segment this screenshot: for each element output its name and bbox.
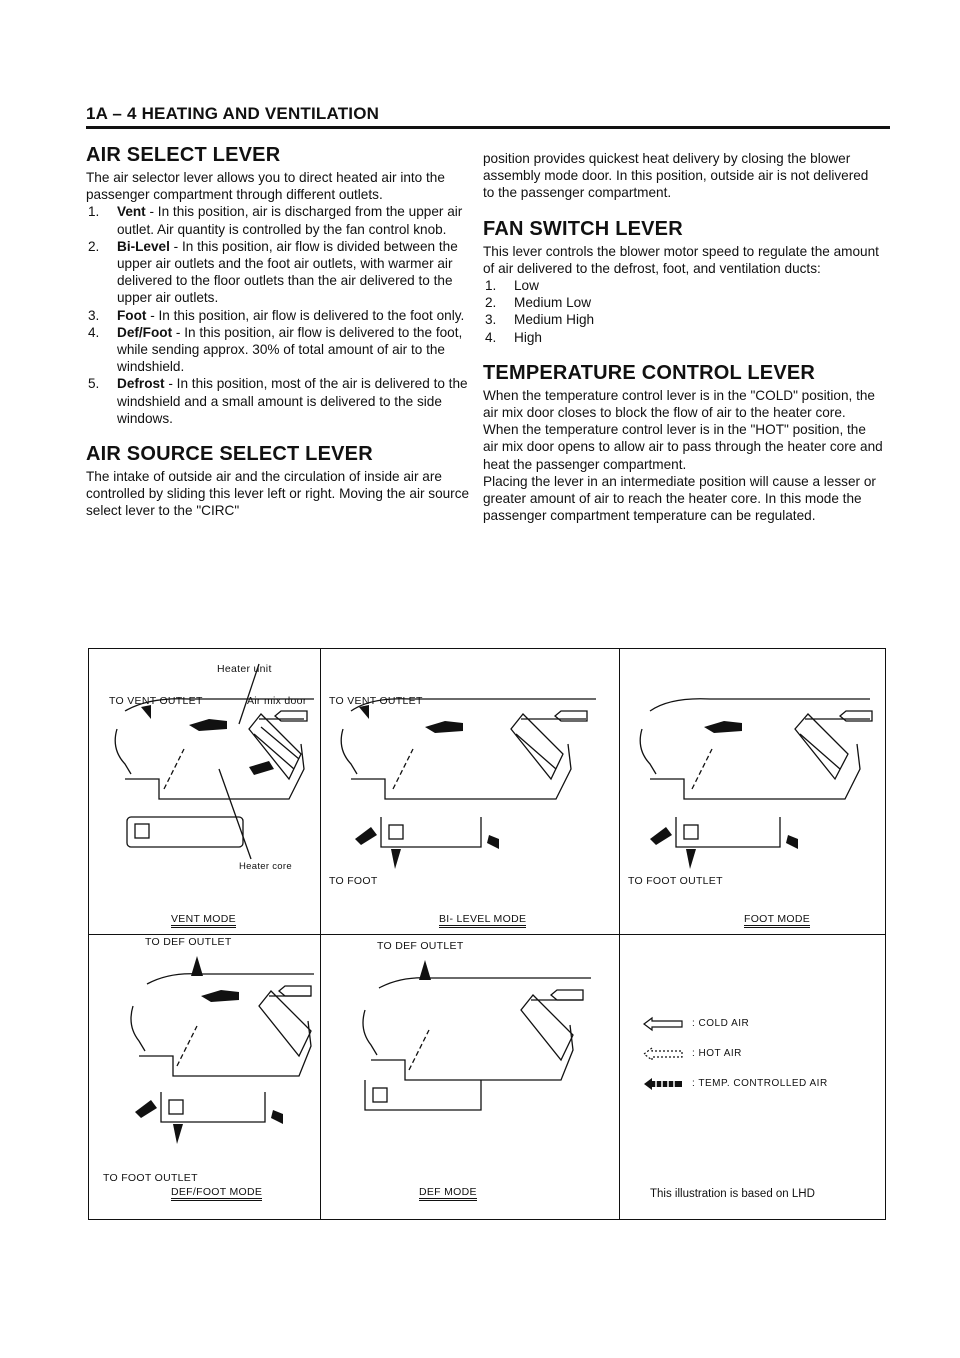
to-vent-outlet-label: TO VENT OUTLET	[109, 695, 203, 707]
bilevel-mode-diagram	[321, 649, 619, 934]
mode-description: - In this position, air is discharged from the upper air outlet. Air quantity is controlled by the fan control knob.	[117, 204, 463, 237]
temp-text-1: When the temperature control lever is in the "COLD" position, the air mix door closes to block the flow of air to the heater core.	[483, 387, 875, 421]
bilevel-mode-panel	[321, 649, 619, 934]
temp-heading: TEMPERATURE CONTROL LEVER	[483, 361, 816, 384]
speed-label: Low	[514, 278, 539, 294]
vent-mode-panel	[89, 649, 320, 934]
list-item	[86, 324, 474, 376]
speed-label: Medium High	[514, 312, 595, 328]
def-mode-diagram	[321, 936, 619, 1221]
foot-mode-title: FOOT MODE	[744, 913, 810, 928]
vent-mode-diagram	[89, 649, 320, 934]
air-select-intro: The air selector lever allows you to direct heated air into the passenger compartment through different outlets.	[86, 170, 445, 203]
speed-label: Medium Low	[514, 295, 592, 311]
list-number: 5.	[88, 376, 100, 392]
left-column	[86, 144, 474, 536]
mode-description: - In this position, air flow is delivered to the foot, while sending approx. 30% of total amount of air to the windshield.	[117, 324, 463, 375]
temp-controlled-air-arrow-icon	[642, 1076, 686, 1092]
mode-description: - In this position, air flow is delivered to the foot only.	[146, 307, 465, 323]
list-number: 1.	[88, 204, 100, 220]
air-source-continuation	[483, 150, 883, 202]
list-number: 4.	[88, 324, 100, 340]
air-select-heading: AIR SELECT LEVER	[86, 144, 281, 166]
legend-cold-label: : COLD AIR	[692, 1018, 750, 1029]
air-mix-door-label: Air mix door	[247, 695, 307, 707]
foot-mode-diagram	[620, 649, 887, 934]
air-select-section	[86, 144, 474, 427]
deffoot-mode-title: DEF/FOOT MODE	[171, 1186, 262, 1201]
def-mode-panel	[321, 936, 619, 1221]
air-source-text: The intake of outside air and the circulation of inside air are controlled by sliding this lever left or right. Moving the air source select lever to the "CIRC"	[86, 469, 470, 519]
temp-text-2: When the temperature control lever is in the "HOT" position, the air mix door opens to allow air to pass through the heater core and heat the passenger compartment.	[483, 422, 883, 472]
page-title: 1A – 4 HEATING AND VENTILATION	[86, 104, 380, 123]
speed-label: High	[514, 329, 542, 345]
bilevel-mode-title: BI- LEVEL MODE	[439, 913, 526, 928]
air-source-section	[86, 443, 474, 520]
def-mode-title: DEF MODE	[419, 1186, 477, 1201]
mode-name: Foot	[117, 307, 147, 323]
legend-hot-label: : HOT AIR	[692, 1048, 742, 1059]
mode-description: - In this position, air flow is divided between the upper air outlets and the foot air outlets, with warmer air delivered to the floor outlets than the air delivered to the upper air outlets.	[117, 238, 458, 306]
right-column	[483, 150, 883, 540]
lhd-note: This illustration is based on LHD	[650, 1188, 815, 1200]
foot-mode-panel	[620, 649, 887, 934]
list-number: 1.	[485, 278, 497, 294]
list-item	[483, 329, 883, 346]
cold-air-arrow-icon	[642, 1016, 686, 1032]
list-number: 4.	[485, 329, 497, 345]
deffoot-mode-panel	[89, 936, 320, 1221]
air-source-heading: AIR SOURCE SELECT LEVER	[86, 443, 373, 466]
to-def-outlet-label: TO DEF OUTLET	[145, 936, 232, 948]
legend-panel	[620, 936, 887, 1221]
fan-speed-list	[483, 277, 883, 346]
fan-text: This lever controls the blower motor speed to regulate the amount of air delivered to the defrost, foot, and ventilation ducts:	[483, 243, 879, 276]
to-foot-outlet-label: TO FOOT OUTLET	[103, 1172, 198, 1184]
header-rule	[86, 126, 890, 129]
mode-description: - In this position, most of the air is delivered to the windshield and a small amount is delivered to the side windows.	[117, 376, 468, 426]
list-number: 3.	[88, 307, 100, 323]
to-foot-label: TO FOOT	[329, 875, 378, 887]
temp-text-3: Placing the lever in an intermediate position will cause a lesser or greater amount of air to reach the heater core. In this mode the passenger compartment temperature can be regulated.	[483, 473, 876, 524]
list-item	[483, 277, 883, 294]
hot-air-arrow-icon	[642, 1046, 686, 1062]
list-item	[86, 375, 474, 427]
mode-name: Defrost	[117, 376, 165, 392]
mode-name: Def/Foot	[117, 324, 173, 340]
list-item	[483, 294, 883, 311]
list-number: 2.	[88, 238, 100, 254]
to-foot-outlet-label: TO FOOT OUTLET	[628, 875, 723, 887]
list-item	[483, 311, 883, 328]
list-item	[86, 238, 474, 307]
mode-name: Vent	[117, 204, 146, 220]
list-item	[86, 307, 474, 324]
heater-core-label: Heater core	[239, 861, 292, 872]
legend-temp-label: : TEMP. CONTROLLED AIR	[692, 1078, 828, 1089]
air-select-list	[86, 203, 474, 427]
mode-diagram-figure	[88, 648, 886, 1220]
vent-mode-title: VENT MODE	[171, 913, 236, 928]
list-number: 2.	[485, 295, 497, 311]
temp-section	[483, 362, 883, 525]
to-vent-outlet-label: TO VENT OUTLET	[329, 695, 423, 707]
continuation-text: position provides quickest heat delivery by closing the blower assembly mode door. In this position, outside air is not delivered to the passenger compartment.	[483, 151, 869, 201]
heater-unit-label: Heater unit	[217, 663, 272, 675]
list-item	[86, 203, 474, 237]
fan-heading: FAN SWITCH LEVER	[483, 217, 683, 240]
fan-section	[483, 218, 883, 346]
to-def-outlet-label: TO DEF OUTLET	[377, 940, 464, 952]
list-number: 3.	[485, 312, 497, 328]
mode-name: Bi-Level	[117, 238, 170, 254]
